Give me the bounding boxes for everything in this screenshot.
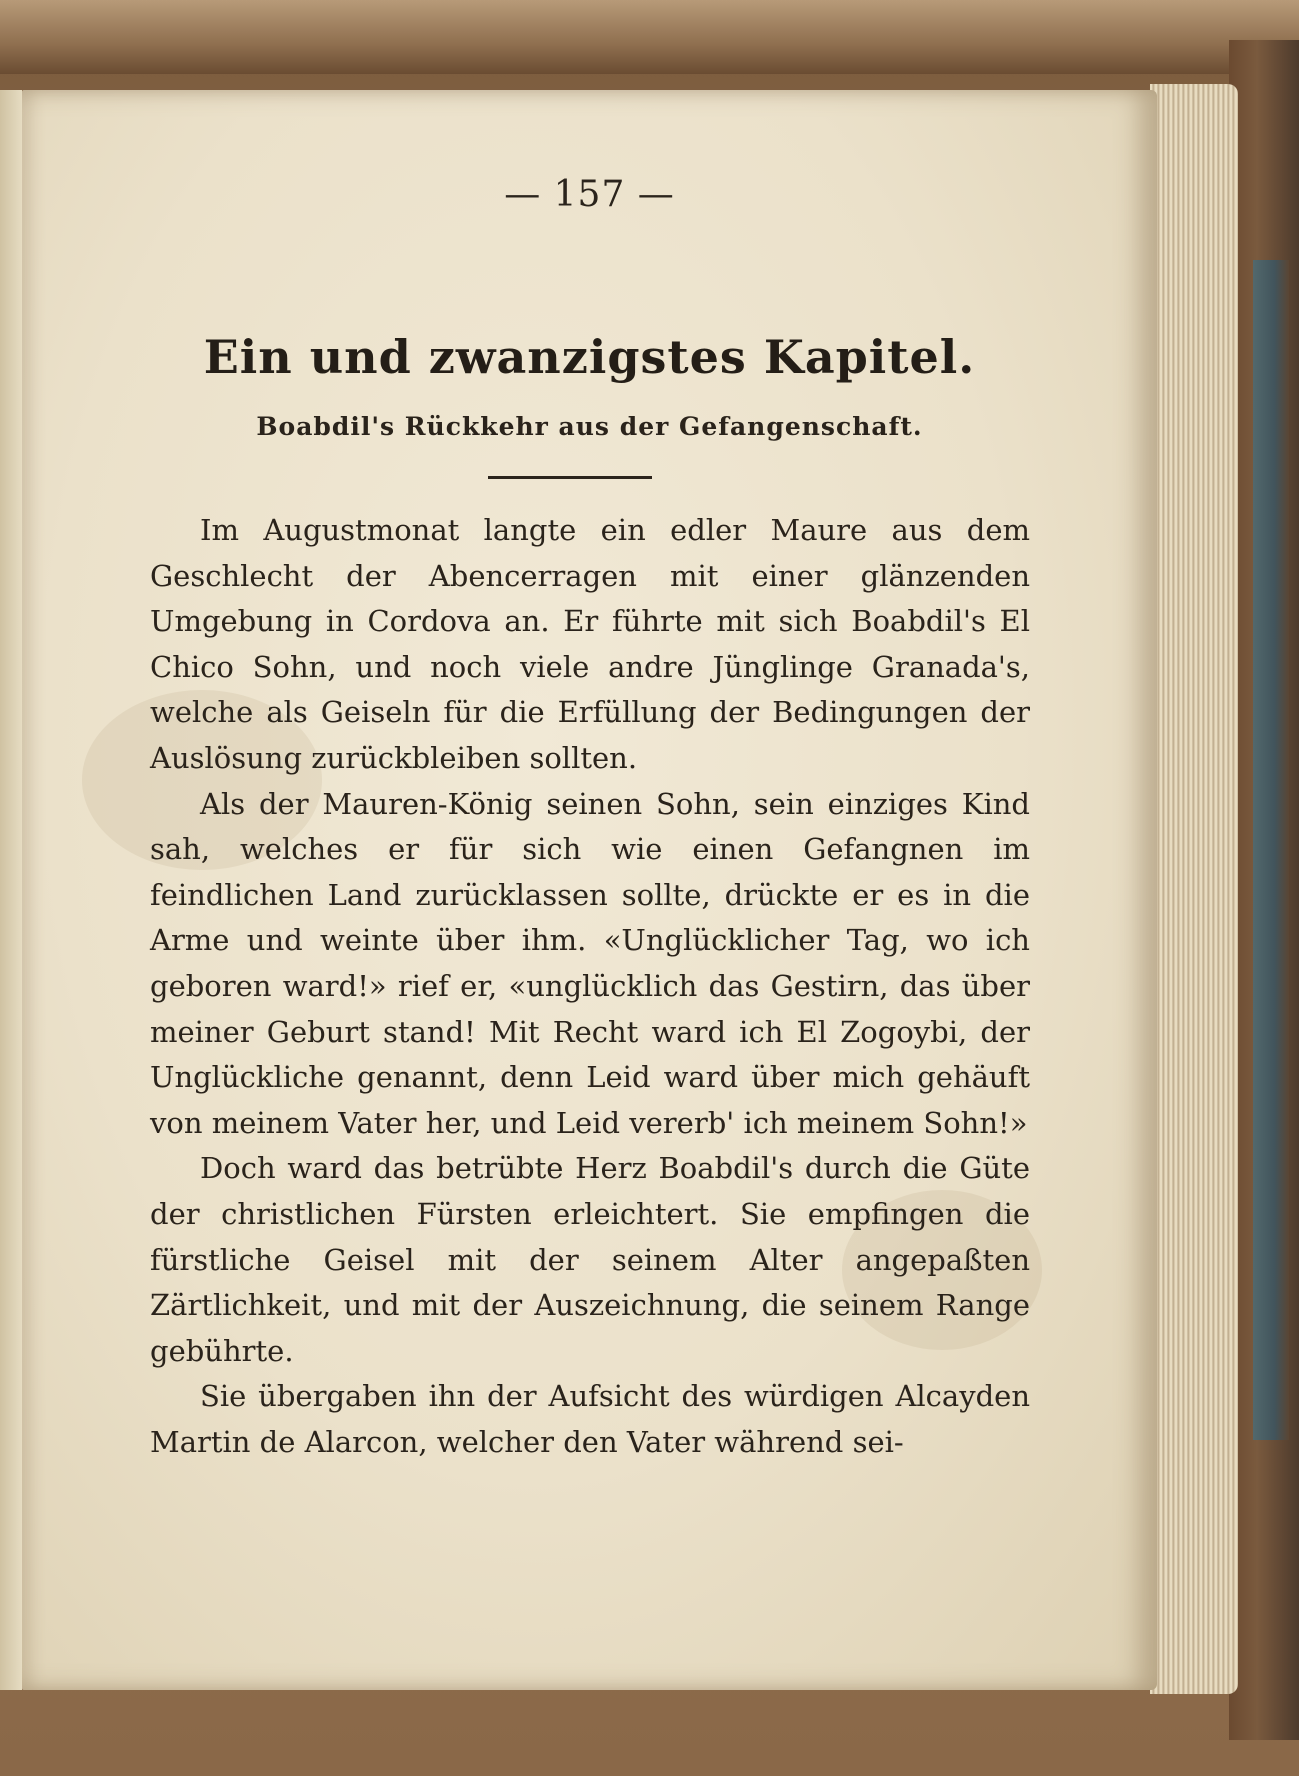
page-number: — 157 — [504, 174, 675, 215]
paragraph: Doch ward das betrübte Herz Boabdil's durch die Güte der christlichen Fürsten erleichtert. Sie empfingen die fürstliche Geisel mit der seinem Alter angepaßten Zärtlichkeit, und mit der Auszeichnung, die seinem Range gebührte. [150, 1151, 1030, 1368]
book-page [22, 90, 1157, 1690]
chapter-subtitle: Boabdil's Rückkehr aus der Gefangenschaft. [256, 412, 923, 441]
title-divider [488, 476, 652, 479]
chapter-title: Ein und zwanzigstes Kapitel. [203, 330, 976, 384]
page-edges [1150, 84, 1238, 1694]
facing-page-edge [0, 90, 22, 1690]
book-cover-endpaper [1253, 260, 1289, 1440]
book-cover-top [0, 0, 1299, 74]
paragraph: Sie übergaben ihn der Aufsicht des würdigen Alcayden Martin de Alarcon, welcher den Vater während sei- [150, 1379, 1030, 1459]
paragraph: Als der Mauren-König seinen Sohn, sein einziges Kind sah, welches er für sich wie einen Gefangnen im feindlichen Land zurücklassen sollte, drückte er es in die Arme und weinte über ihm. «Unglücklicher Tag, wo ich geboren ward!» rief er, «unglücklich das Gestirn, das über meiner Geburt stand! Mit Recht ward ich El Zogoybi, der Unglückliche genannt, denn Leid ward über mich gehäuft von meinem Vater her, und Leid vererb' ich meinem Sohn!» [150, 786, 1030, 1140]
paragraph: Im Augustmonat langte ein edler Maure aus dem Geschlecht der Abencerragen mit einer glänzenden Umgebung in Cordova an. Er führte mit sich Boabdil's El Chico Sohn, und noch viele andre Jünglinge Granada's, welche als Geiseln für die Erfüllung der Bedingungen der Auslösung zurückbleiben sollten. [150, 513, 1030, 775]
body-text [150, 508, 1030, 1465]
